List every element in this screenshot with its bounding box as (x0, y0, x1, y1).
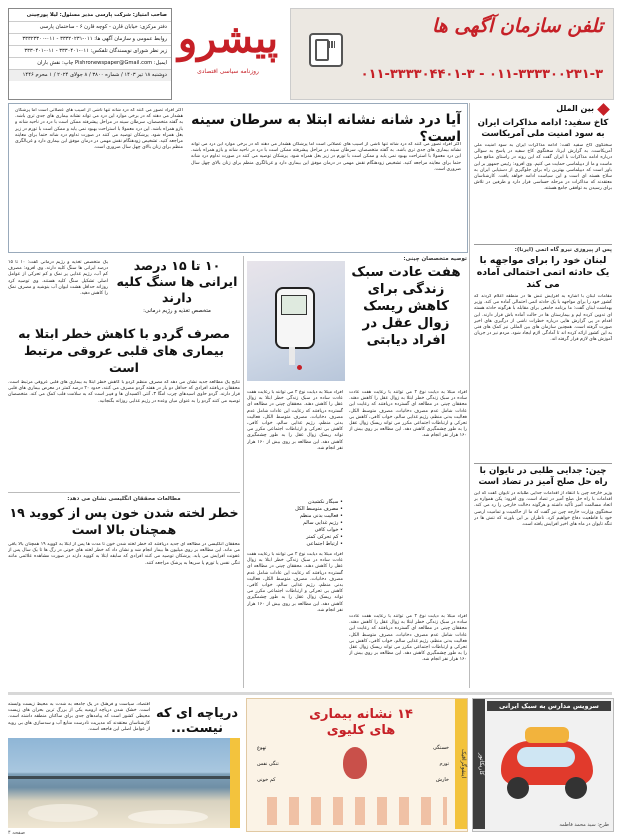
lake-photo (8, 738, 230, 828)
list-item: • خواب کافی (314, 527, 343, 533)
list-item: • کم تحرکی کمتر (306, 534, 343, 540)
logo-sub: روزنامه سیاسی اقتصادی (197, 68, 259, 75)
list-item: • سیگار نکشیدن (308, 499, 343, 505)
article-title: لبنان خود را برای مواجهه با یک حادثه اتمی احتمالی آماده می کند (476, 255, 610, 290)
kidney-icon (343, 747, 367, 779)
infographic-label: کم خونی (257, 777, 276, 783)
info-line: دفتر مرکزی: خیابان قارن - کوچه قارن ۶ - ساختمان پارسی (9, 22, 171, 34)
cartoon-box (472, 698, 614, 832)
article-breast-cancer (8, 103, 468, 253)
infographic-kidney (246, 698, 468, 832)
publisher-info-box (8, 8, 172, 100)
article-body: سخنگوی کاخ سفید گفت: ادامه مذاکرات ایران به سود امنیت ملی آمریکاست. به گزارش ایرنا، سخنگوی کاخ سفید در پاسخ به سوالی درباره ادامه مذاکرات با ایران گفت که این روند در راستای منافع ملی ماست و ما از دیپلماسی حمایت می کنیم. وی افزود: رئیس جمهور بر این باور است که دیپلماسی بهترین راه برای جلوگیری از دستیابی ایران به سلاح هسته ای است و این سیاست ادامه خواهد یافت. کارشناسان معتقدند که مذاکرات در مرحله حساسی قرار دارد و طرفین در تلاش برای رسیدن به توافقی جامع هستند. (474, 143, 612, 192)
section-title: بین الملل (556, 104, 594, 113)
ad-title: تلفن سازمان آگهی ها (431, 15, 603, 37)
article-body-tail: افراد مبتلا به دیابت نوع ۲ می توانند با رعایت هفت عادت ساده در سبک زندگی خطر ابتلا به زوال عقل را کاهش دهند. محققان چینی در مطالعه ای گسترده دریافتند که رعایت این عادات شامل عدم مصرف دخانیات، مصرف متوسط الکل، فعالیت بدنی منظم، رژیم غذایی سالم، خواب کافی، کاهش بی تحرکی و ارتباطات اجتماعی مکرر می تواند ریسک زوال عقل را به طور چشمگیری کاهش دهد. این مطالعه بر روی بیش از ۱۶۰ هزار نفر انجام شد. (247, 552, 343, 613)
date-line: دوشنبه ۱۸ تیر ۱۴۰۳ / شماره ۳۸۰۰ / ۸ جولای ۲۰۲۴ / ۱ محرم ۱۴۴۶ (9, 70, 171, 81)
side-label (230, 738, 240, 828)
article-body: یک متخصص تغذیه و رژیم درمانی گفت: ۱۰ تا ۱۵ درصد ایرانی ها سنگ کلیه دارند. وی افزود: مصرف کم آب، رژیم غذایی پر نمک و کم تحرکی از عوامل اصلی تشکیل سنگ کلیه هستند. وی توصیه کرد روزانه حداقل هشت لیوان آب بنوشید و مصرف نمک را کاهش دهید. (8, 260, 108, 297)
article-title: خطر لخته شدن خون پس از کووید ۱۹ همچنان بالا است (9, 505, 239, 537)
logo: پیشرو (177, 15, 279, 62)
article-body: افراد مبتلا به دیابت نوع ۲ می توانند با رعایت هفت عادت ساده در سبک زندگی خطر ابتلا به زوال عقل را کاهش دهند. محققان چینی در مطالعه ای گسترده دریافتند که رعایت این عادات شامل عدم مصرف دخانیات، مصرف متوسط الکل، فعالیت بدنی منظم، رژیم غذایی سالم، خواب کافی، کاهش بی تحرکی و ارتباطات اجتماعی مکرر می تواند ریسک زوال عقل را به طور چشمگیری کاهش دهد. این مطالعه بر روی بیش از ۱۶۰ هزار نفر انجام شد. (349, 390, 467, 439)
article-kidney (8, 256, 240, 324)
article-title: ۱۰ تا ۱۵ درصد ایرانی ها سنگ کلیه دارند (116, 258, 238, 305)
article-body: وزیر خارجه چین با انتقاد از اقدامات جدایی طلبانه در تایوان گفت که این اقدامات با راه حل صلح آمیز در تضاد است. وی افزود: پکن همواره بر اتحاد مسالمت آمیز تأکید داشته و هرگونه دخالت خارجی را رد می کند. سخنگوی وزارت خارجه چین نیز گفت که ما از حاکمیت و تمامیت ارضی خود با قاطعیت دفاع خواهیم کرد. ناظران بر این باورند که تنش ها در تنگه تایوان در ماه های اخیر افزایش یافته است. (474, 491, 612, 528)
infographic-side-label: اینفوگرافیک (455, 699, 467, 829)
illustration-figures (267, 797, 447, 825)
cartoon-side-label: کاریکاتور (473, 699, 485, 829)
list-item: • ارتباط اجتماعی (306, 541, 343, 547)
article-body: نتایج یک مطالعه جدید نشان می دهد که مصرف منظم گردو با کاهش خطر ابتلا به بیماری های قلبی عروقی مرتبط است. محققان دریافتند افرادی که حداقل دو بار در هفته گردو مصرف می کنند، حدود ۲۰ درصد کمتر در معرض بیماری های قلبی قرار دارند. گردو حاوی اسیدهای چرب امگا ۳، آنتی اکسیدان ها و فیبر است که به سلامت قلب کمک می کند. متخصصان توصیه می کنند گردو را به عنوان میان وعده در رژیم غذایی روزانه بگنجانید. (8, 380, 240, 404)
infographic-label: خستگی (433, 745, 449, 751)
article-body: مقامات لبنان با اشاره به افزایش تنش ها در منطقه اعلام کردند که کشور خود را برای مواجهه با یک حادثه اتمی احتمالی آماده می کند. وزیر بهداشت لبنان گفت: ما برنامه جامعی برای مقابله با هرگونه حادثه هسته ای تدوین کرده ایم و بیمارستان ها در حالت آماده باش قرار دارند. این اقدام در پی گزارش هایی درباره خطرات ناشی از درگیری های اخیر صورت گرفته است. همچنین سازمان های بین المللی نیز کمک های فنی به این کشور ارائه کرده اند تا آمادگی لازم ایجاد شود. مردم نیز در جریان آموزش های لازم قرار گرفته اند. (474, 294, 612, 343)
infographic-label: تورم (439, 761, 449, 767)
diamond-icon (597, 103, 610, 116)
article-body-tail-right: افراد مبتلا به دیابت نوع ۲ می توانند با رعایت هفت عادت ساده در سبک زندگی خطر ابتلا به زوال عقل را کاهش دهند. محققان چینی در مطالعه ای گسترده دریافتند که رعایت این عادات شامل عدم مصرف دخانیات، مصرف متوسط الکل، فعالیت بدنی منظم، رژیم غذایی سالم، خواب کافی، کاهش بی تحرکی و ارتباطات اجتماعی مکرر می تواند ریسک زوال عقل را به طور چشمگیری کاهش دهد. این مطالعه بر روی بیش از ۱۶۰ هزار نفر انجام شد. (349, 614, 467, 663)
ad-phones: ۰۱۱-۳۳۳۳۰۴۴۰۱-۳ - ۰۱۱-۳۳۳۳۰۰۲۳۱-۳ (360, 67, 603, 82)
page-number: صفحه ۴ (8, 830, 25, 836)
article-kicker: متخصص تغذیه و رژیم درمانی: (143, 308, 211, 314)
cartoon-car (495, 723, 603, 801)
infographic-label: تهوع (257, 745, 267, 751)
article-body: محققان انگلیسی در مطالعه ای جدید دریافتند که خطر لخته شدن خون تا مدت ها پس از ابتلا به کووید ۱۹ همچنان بالا باقی می ماند. این مطالعه بر روی میلیون ها بیمار انجام شد و نشان داد که خطر لخته های خونی در رگ ها تا یک سال پس از عفونت افزایش می یابد. پزشکان توصیه می کنند افرادی که سابقه ابتلا به کووید دارند در صورت مشاهده علائمی مانند تنگی نفس یا تورم پا سریعا به پزشک مراجعه کنند. (8, 542, 240, 566)
article-lebanon (474, 247, 612, 454)
section-header-international (474, 103, 612, 117)
logo-block (174, 10, 282, 96)
infographic-title: ۱۴ نشانه بیماری های کلیوی (309, 707, 413, 738)
article-title: هفت عادت سبک زندگی برای کاهش ریسک زوال عقل در افراد دیابتی (351, 265, 461, 348)
article-body: اکثر افراد تصور می کنند که درد شانه تنها ناشی از آسیب های عضلانی است اما پزشکان هشدار می دهند که در برخی موارد این درد می تواند نشانه بیماری های جدی تری باشد. به گفته متخصصان، سرطان سینه در مراحل پیشرفته ممکن است با درد در ناحیه شانه و بازو همراه باشد. این درد معمولا با استراحت بهبود نمی یابد و ممکن است با تورم در زیر بغل همراه شود. پزشکان توصیه می کنند در صورت تداوم درد شانه حتما برای معاینه مراجعه کنید. تشخیص زودهنگام نقش مهمی در درمان موفق این بیماری دارد و غربالگری منظم برای زنان بالای چهل سال ضروری است. (191, 142, 461, 172)
infographic-label: خارش (435, 777, 449, 783)
masthead (8, 8, 612, 100)
article-kicker: پس از پیروزی نیرو گاه اتمی (ایرنا): (514, 247, 612, 253)
article-body-left: افراد مبتلا به دیابت نوع ۲ می توانند با رعایت هفت عادت ساده در سبک زندگی خطر ابتلا به زوال عقل را کاهش دهند. محققان چینی در مطالعه ای گسترده دریافتند که رعایت این عادات شامل عدم مصرف دخانیات، مصرف متوسط الکل، فعالیت بدنی منظم، رژیم غذایی سالم، خواب کافی، کاهش بی تحرکی و ارتباطات اجتماعی مکرر می تواند ریسک زوال عقل را به طور چشمگیری کاهش دهد. این مطالعه بر روی بیش از ۱۶۰ هزار نفر انجام شد. (247, 390, 343, 451)
article-title: آیا درد شانه نشانه ابتلا به سرطان سینه است؟ (191, 112, 461, 145)
infographic-label: تنگی نفس (257, 761, 279, 767)
article-kicker: مطالعات محققان انگلیسی نشان می دهد: (67, 496, 181, 502)
article-title: دریاچه ای که نیست... (155, 706, 239, 736)
info-line: زیر نظر شورای نویسندگان تلفکس: ۰۱۱-۳۳۳۰۴۰۱ - ۰۱۱-۳۳۳۰۴۰۱ (9, 46, 171, 58)
article-covid (8, 496, 240, 672)
list-item: • رژیم غذایی سالم (302, 520, 343, 526)
ad-phones-box (290, 8, 614, 100)
glucose-meter-photo (247, 261, 345, 381)
article-title: کاخ سفید: ادامه مذاکرات ایران به سود امنیت ملی آمریکاست (477, 118, 609, 139)
article-body: اقتصاد، سیاست و فرهنگ در یک جامعه به شدت به محیط زیست وابسته است. خشک شدن دریاچه ارومیه یکی از بزرگ ترین بحران های زیست محیطی کشور است که پیامدهای جدی برای ساکنان منطقه داشته است. کارشناسان معتقدند که مدیریت نادرست منابع آب و سدسازی های بی رویه از عوامل اصلی این فاجعه است. (8, 702, 150, 732)
info-line: صاحب امتیاز: شرکت پارسی مدیر مسئول: لیلا پورچینی (9, 9, 171, 22)
phone-icon (309, 33, 343, 67)
article-title: مصرف گردو با کاهش خطر ابتلا به بیماری های قلبی عروقی مرتبط است (18, 326, 230, 375)
info-line: ایمیل: Pishronewspaper@Gmail.com چاپ: نقش باران (9, 58, 171, 70)
cartoon-title: سرویس مدارس به سبک ایرانی (487, 701, 611, 711)
list-item: • مصرف متوسط الکل (295, 506, 343, 512)
article-list (247, 499, 343, 548)
article-body-continued: اکثر افراد تصور می کنند که درد شانه تنها ناشی از آسیب های عضلانی است اما پزشکان هشدار می دهند که در برخی موارد این درد می تواند نشانه بیماری های جدی تری باشد. به گفته متخصصان، سرطان سینه در مراحل پیشرفته ممکن است با درد در ناحیه شانه و بازو همراه باشد. این درد معمولا با استراحت بهبود نمی یابد و ممکن است با تورم در زیر بغل همراه شود. پزشکان توصیه می کنند در صورت تداوم درد شانه حتما برای معاینه مراجعه کنید. تشخیص زودهنگام نقش مهمی در درمان موفق این بیماری دارد و غربالگری منظم برای زنان بالای چهل سال ضروری است. (15, 108, 183, 151)
list-item: • فعالیت بدنی منظم (299, 513, 343, 519)
article-white-house (474, 118, 612, 261)
article-diabetes (247, 256, 467, 688)
article-kicker: توصیه متخصصان چینی: (403, 256, 467, 262)
divider-band (8, 692, 612, 695)
article-sea (8, 698, 240, 828)
cartoon-credit: طرح: سید محمد فاطمه (559, 822, 609, 828)
article-title: چین: جدایی طلبی در تایوان با راه حل صلح آمیز در تضاد است (478, 466, 608, 487)
info-line: روابط عمومی و سازمان آگهی ها: ۰۱۱-۳۳۳۲۰۲۳۱ - ۰۱۱-۳۳۳۲۳۳۰۰ (9, 34, 171, 46)
article-walnut (8, 325, 240, 510)
article-china (474, 466, 612, 694)
